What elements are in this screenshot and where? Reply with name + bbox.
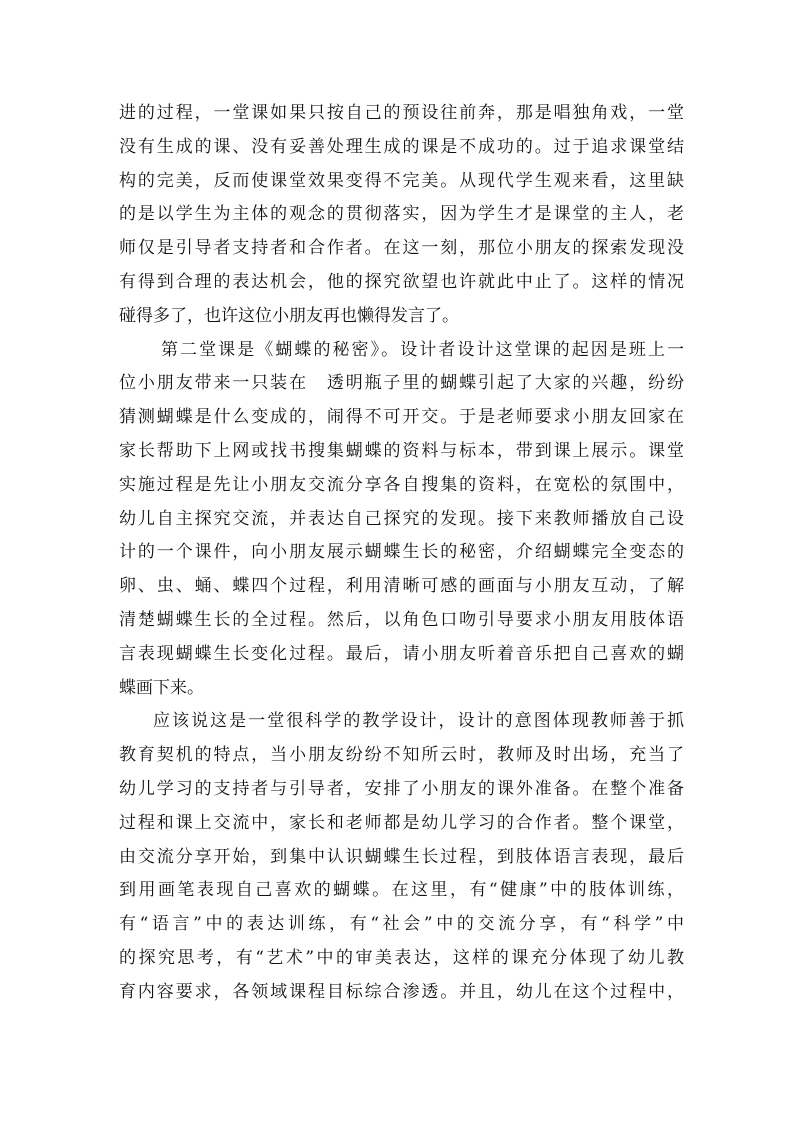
paragraph-3 [119,705,684,1009]
text-line: 言表现蝴蝶生长变化过程。最后，请小朋友听着音乐把自己喜欢的蝴 [119,643,684,664]
text-line: 的探究思考，有“艺术”中的审美表达，这样的课充分体现了幼儿教 [119,947,684,968]
text-line: 家长帮助下上网或找书搜集蝴蝶的资料与标本，带到课上展示。课堂 [119,440,684,461]
text-line: 实施过程是先让小朋友交流分享各自搜集的资料，在宽松的氛围中， [119,474,684,495]
text-line: 有“语言”中的表达训练，有“社会”中的交流分享，有“科学”中 [119,914,684,935]
text-line: 师仅是引导者支持者和合作者。在这一刻，那位小朋友的探索发现没 [119,238,684,259]
text-line: 计的一个课件，向小朋友展示蝴蝶生长的秘密，介绍蝴蝶完全变态的 [119,542,684,563]
text-line: 过程和课上交流中，家长和老师都是幼儿学习的合作者。整个课堂， [119,812,684,833]
text-line: 的是以学生为主体的观念的贯彻落实，因为学生才是课堂的主人，老 [119,204,684,225]
text-line: 蝶画下来。 [119,677,204,698]
text-line: 有得到合理的表达机会，他的探究欲望也许就此中止了。这样的情况 [119,271,684,292]
text-line: 幼儿学习的支持者与引导者，安排了小朋友的课外准备。在整个准备 [119,778,684,799]
text-line: 育内容要求，各领域课程目标综合渗透。并且，幼儿在这个过程中， [119,981,684,1002]
text-line: 卵、虫、蛹、蝶四个过程，利用清晰可感的画面与小朋友互动，了解 [119,576,684,597]
text-line: 教育契机的特点，当小朋友纷纷不知所云时，教师及时出场，充当了 [119,745,684,766]
text-line: 由交流分享开始，到集中认识蝴蝶生长过程，到肢体语言表现，最后 [119,846,684,867]
text-line: 幼儿自主探究交流，并表达自己探究的发现。接下来教师播放自己设 [119,508,684,529]
text-line: 位小朋友带来一只装在 透明瓶子里的蝴蝶引起了大家的兴趣，纷纷 [119,373,684,394]
body-text [119,97,684,1010]
text-line: 进的过程，一堂课如果只按自己的预设往前奔，那是唱独角戏，一堂 [119,103,684,123]
text-line: 构的完美，反而使课堂效果变得不完美。从现代学生观来看，这里缺 [119,170,684,191]
paragraph-2 [119,334,684,706]
text-line: 到用画笔表现自己喜欢的蝴蝶。在这里，有“健康”中的肢体训练， [119,880,684,901]
text-line: 碰得多了，也许这位小朋友再也懒得发言了。 [119,305,459,326]
paragraph-1 [119,97,684,334]
text-line: 清楚蝴蝶生长的全过程。然后，以角色口吻引导要求小朋友用肢体语 [119,609,684,630]
text-line: 猜测蝴蝶是什么变成的，闹得不可开交。于是老师要求小朋友回家在 [119,407,684,428]
text-line: 第二堂课是《蝴蝶的秘密》。设计者设计这堂课的起因是班上一 [161,339,684,360]
text-line: 应该说这是一堂很科学的教学设计，设计的意图体现教师善于抓 [153,711,684,732]
text-line: 没有生成的课、没有妥善处理生成的课是不成功的。过于追求课堂结 [119,136,684,157]
